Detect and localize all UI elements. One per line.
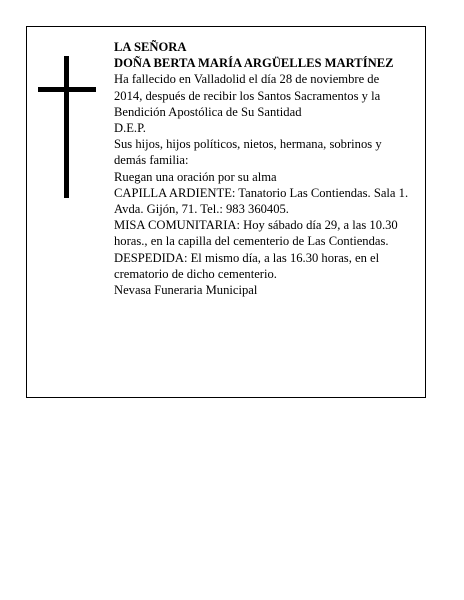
latin-cross-icon [38,56,96,198]
cross-horizontal-bar [38,87,96,92]
heading-title: LA SEÑORA [114,40,187,54]
cross-vertical-bar [64,56,69,198]
family-line: Sus hijos, hijos políticos, nietos, hermana, sobrinos y demás familia: [114,137,382,168]
mass-info: MISA COMUNITARIA: Hoy sábado día 29, a las 10.30 horas., en la capilla del cementerio de Las Contiendas. [114,218,398,249]
deceased-name: DOÑA BERTA MARÍA ARGÜELLES MARTÍNEZ [114,56,394,71]
dep-line: D.E.P. [114,121,146,136]
chapel-info: CAPILLA ARDIENTE: Tanatorio Las Contiendas. Sala 1. Avda. Gijón, 71. Tel.: 983 360405. [114,185,409,217]
farewell-info: DESPEDIDA: El mismo día, a las 16.30 horas, en el crematorio de dicho cementerio. [114,250,380,281]
death-statement: Ha fallecido en Valladolid el día 28 de noviembre de 2014, después de recibir los Santos Sacramentos y la Bendición Apostólica de Su Santidad [114,72,381,119]
funeral-home: Nevasa Funeraria Municipal [114,283,258,298]
obituary-text-block [114,39,410,298]
prayer-request: Ruegan una oración por su alma [114,169,277,184]
